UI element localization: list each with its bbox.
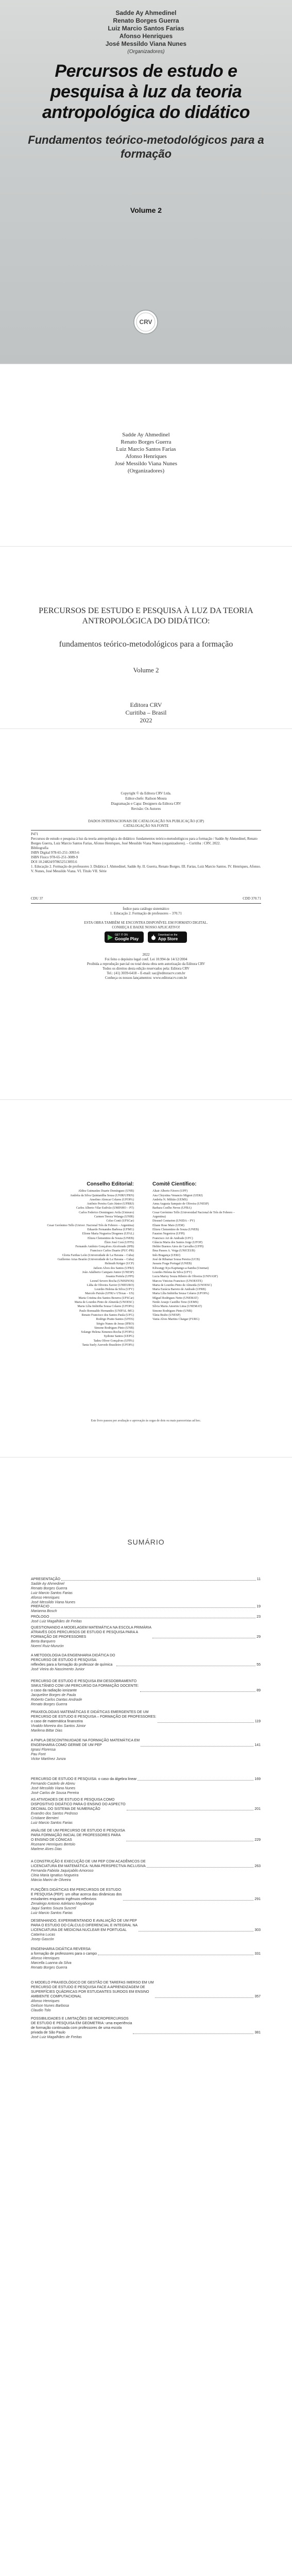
board-member: Cesar Gerónimo Tello (Univer .Nacional Três de Febrero – Argentina) — [47, 1224, 134, 1227]
copyright-line: Editor-chefe: Railson Moura — [125, 796, 167, 801]
board-member: Rodrigo Pratte-Santos (UFES) — [96, 1318, 134, 1321]
toc-page-number: 141 — [254, 1743, 261, 1747]
toc-page-number: 331 — [254, 1952, 261, 1956]
board-member: Gloria Fariñas León (Universidade de La Havana – Cuba) — [62, 1253, 134, 1257]
toc-entry-title-line — [31, 1604, 261, 1609]
toc-entry[interactable] — [31, 1738, 261, 1761]
board-member: Aldira Guimarães Duarte Domínguez (UNB) — [78, 1190, 134, 1193]
board-member: Ana Chrystina Venancio Mignot (UERJ) — [152, 1194, 203, 1197]
toc-entry[interactable] — [31, 1777, 261, 1795]
toc-leader-dots — [61, 1580, 256, 1581]
toc-entry-title-line — [31, 1679, 261, 1693]
toc-leader-dots — [155, 1997, 254, 1998]
toc-entry[interactable] — [31, 1919, 261, 1942]
toc-entry-title: PRÓLOGO — [31, 1615, 49, 1619]
peer-review-note: Este livro passou por avaliação e aprovação às cegas de dois ou mais pareceristas ad hoc. — [91, 1419, 201, 1422]
cdu-code: CDU 37 — [31, 896, 43, 901]
toc-page-number: 89 — [256, 1689, 261, 1692]
toc-entry-authors: Fernando Castelo de Abreu José Messildo Viana Nunes José Carlos de Sousa Pereira — [31, 1782, 79, 1795]
copyright-block — [0, 791, 292, 811]
organizers-page — [0, 364, 292, 547]
organizer-line: José Messildo Viana Nunes — [114, 461, 178, 467]
conselho-title: Conselho Editorial: — [87, 1181, 134, 1187]
toc-entry-title-line — [31, 1625, 261, 1639]
toc-entry-authors: José Luiz Magalhães de Freitas — [31, 2036, 82, 2039]
toc-entry[interactable] — [31, 1828, 261, 1852]
digital-line: ESTA OBRA TAMBÉM SE ENCONTRA DISPONÍVEL EM FORMATO DIGITAL. — [84, 921, 208, 925]
cover-authors — [0, 9, 292, 56]
board-member: Celso Conti (UFSCar) — [106, 1219, 134, 1223]
apple-icon — [151, 935, 156, 940]
toc-page-number: 381 — [254, 2031, 261, 2035]
toc-heading: SUMÁRIO — [127, 1538, 165, 1546]
badge-caption: Download on the — [158, 934, 178, 937]
board-member: Lourdes Helena da Silva (UFV) — [152, 1270, 192, 1274]
board-member: Solange Helena Ximenes-Rocha (UFOPA) — [81, 1331, 134, 1334]
toc-entry-title-line — [31, 1919, 261, 1933]
catalog-line: DOI 10.24824/978652513093.6 — [31, 860, 77, 864]
toc-entry-title-line — [31, 2016, 261, 2035]
toc-entry[interactable] — [31, 1798, 261, 1825]
toc-entry-authors: Sadde Ay Ahmedinel Renato Borges Guerra Luiz Marcio Santos Farias Afonso Henriques José Messildo Viana Nunes — [31, 1582, 76, 1604]
legal-line: Proibida a reprodução parcial ou total desta obra sem autorização da Editora CRV — [87, 962, 205, 966]
toc-leader-dots — [140, 1691, 256, 1692]
board-member: Tania Suely Azevedo Brasileiro (UFOPA) — [82, 1343, 134, 1347]
toc-page-number: 291 — [254, 1897, 261, 1901]
board-member: Lídia de Oliveira Xavier (UNIEURO) — [87, 1283, 134, 1287]
toc-entry-title-line — [31, 1828, 261, 1842]
catalog-line: P471 — [31, 832, 39, 836]
board-member: Renato Francisco dos Santos Paula (UFG) — [81, 1313, 134, 1317]
toc-entry-title: O MODELO PRAXEOLÓGICO DE GESTÃO DE TAREFAS IMERSO EM UM PERCURSO DE ESTUDO E PESQUISA FACE A APRENDIZAGEM DE SUPERFÍCIES QUÁDRICAS POR ESTUDANTES SURDOS EM ENSINO AMBIENTE COMPUTACIONAL — [31, 1981, 154, 1998]
editorial-board-page — [0, 1099, 292, 1458]
toc-leader-dots — [141, 1746, 253, 1747]
toc-entry-authors: Afonso Henriques Geilson Nunes Barbosa Claudio Tolo — [31, 1999, 69, 2012]
toc-entry-title: DESENHANDO, EXPERIMENTANDO E AVALIAÇÃO DE UM PEP PARA O ESTUDO DO CÁLCULO DIFERENCIAL E INTEGRAL NA LICENCIATURA DE MEDICINA NUCLEAR EM PORTUGAL — [31, 1919, 138, 1932]
board-member: Tânia Brabo (UNESP) — [152, 1313, 181, 1317]
toc-leader-dots — [133, 2033, 253, 2034]
title-page-subtitle: fundamentos teórico-metodológicos para a formação — [59, 640, 233, 649]
toc-entry-authors: Jacqueline Borges de Paula Roberto Carlos Dantas Andrade Renato Borges Guerra — [31, 1693, 82, 1706]
board-member: Maria Lília Imbiriba Sousa Colares (UFOPA) — [77, 1305, 134, 1309]
board-member: Anna Augusta Sampaio de Oliveira (UNESP) — [152, 1202, 209, 1206]
board-member: Kilwangy Kya Kapitango-a-Samba (Unemat) — [152, 1266, 209, 1270]
toc-entry[interactable] — [31, 1888, 261, 1916]
classification-codes — [31, 896, 261, 901]
toc-entry-authors: José Luiz Magalhães de Freitas — [31, 1620, 82, 1623]
board-member: Eduardo Fernandes Barbosa (UFMG) — [87, 1228, 134, 1231]
cover-org-label: (Organizadores) — [127, 49, 165, 55]
board-member: Míguel Rodrigues Netto (UNEMAT) — [152, 1296, 198, 1300]
board-member: Leonel Severo Rocha (UNISINOS) — [90, 1279, 134, 1283]
cip-line: DADOS INTERNACIONAIS DE CATALOGAÇÃO NA PUBLICAÇÃO (CIP) — [88, 819, 204, 823]
toc-entry-title-line — [31, 1653, 261, 1667]
legal-line: Conheça os nossos lançamentos: www.editoracrv.com.br — [105, 976, 187, 980]
toc-entry-authors: Fernanda Fabiola Jaquiçabilo Amoroso Cleia Maria Ignatius Nogueira Márcia Marini de Oliveira — [31, 1869, 94, 1882]
board-member: Maria de Lourdes Pinto de Almeida (UNOESC) — [152, 1283, 212, 1287]
toc-entry-authors: Zenaleigo Antonio Adeliano Mayaborga Jaqui Santos Souza Suscrel Luiz Marcio Santos Farias — [31, 1902, 94, 1915]
organizers-list — [0, 431, 292, 474]
toc-entry[interactable] — [31, 1653, 261, 1672]
toc-entry-authors: Rozeane Henriques Bertolo Marlene Alves Dias — [31, 1843, 75, 1851]
board-member: Francisco Carlos Duarte (PUC-PR) — [90, 1249, 134, 1253]
play-triangle-icon — [108, 935, 113, 940]
board-member: Carlos Alberto Vilar Estêvão (UMINHO – PT) — [76, 1207, 134, 1210]
cip-line: CATALOGAÇÃO NA FONTE — [123, 824, 169, 828]
table-of-contents — [0, 1457, 292, 2576]
toc-entry-title-line — [31, 1738, 261, 1748]
board-member: Altair Alberto Fávero (UPF) — [152, 1190, 188, 1193]
toc-entry[interactable] — [31, 1679, 261, 1707]
cover-volume: Volume 2 — [130, 206, 162, 214]
toc-entry-title: ENGENHARIA DIDÁTICA REVERSA: a formação de professores para o campo — [31, 1947, 97, 1956]
toc-entry[interactable] — [31, 1625, 261, 1649]
toc-entry-title-line — [31, 1577, 261, 1582]
index-line: 1. Educação 2. Formação de professores – 370.71 — [110, 911, 182, 916]
board-member: Marcos Vinicius Francisco (UNOESTE) — [152, 1279, 203, 1283]
toc-page-number: 169 — [254, 1777, 261, 1781]
toc-entry-title: ANÁLISE DE UM PERCURSO DE ESTUDO E PESQUISA PARA FORMAÇÃO INICIAL DE PROFESSORES PARA O ENSINO DE CÔNICAS — [31, 1829, 125, 1842]
organizer-line: (Organizadores) — [127, 468, 165, 474]
board-member: Barbara Coelho Neves (UFBA) — [152, 1207, 192, 1210]
board-member: Maria Cristina dos Santos Bezerra (UFSCar) — [78, 1296, 134, 1300]
app-store-badge[interactable] — [148, 931, 187, 943]
board-member: Anselmo Alencar Colares (UFOPA) — [89, 1198, 134, 1201]
toc-entry-title: QUESTIONANDO A MODELAGEM MATEMÁTICA NA ESCOLA PRIMÁRIA ATRAVÉS DOS PERCURSOS DE ESTUDO E PESQUISA PARA A FORMAÇÃO DE PROFESSORES — [31, 1626, 152, 1639]
toc-entry-title: FUNÇÕES DIDÁTICAS EM PERCURSOS DE ESTUDO E PESQUISA (PEP): um olhar acerca das dinâmicas dos estudantes enquanto ingênuos reflexivos — [31, 1888, 122, 1901]
conselho-list — [46, 1189, 134, 1347]
cip-heading — [31, 819, 261, 828]
toc-entry[interactable] — [31, 1577, 261, 1605]
publisher-line: 2022 — [140, 717, 152, 724]
catalog-index — [0, 907, 292, 916]
catalog-record — [31, 832, 261, 874]
toc-page-number: 119 — [254, 1720, 261, 1723]
board-member: Carlos Federico Dominguez Avila (Unieuro) — [79, 1211, 134, 1214]
cover-author: Afonso Henriques — [119, 32, 173, 40]
catalog-line: ISBN Físico 978-65-251-3089-9 — [31, 855, 78, 859]
organizer-line: Sadde Ay Ahmedinel — [122, 432, 170, 438]
badge-caption: GET IT ON — [115, 934, 128, 937]
board-member: Vania Alves Martins Chaigar (FURG) — [152, 1318, 199, 1321]
copyright-line: Revisão: Os Autores — [131, 807, 161, 811]
toc-entry-title: PREFÁCIO — [31, 1605, 49, 1608]
catalog-line: Percursos de estudo e pesquisa à luz da teoria antropológica do didático: fundamentos teórico-metodológicos para a formação / Sadde Ay Ahmedinel, Renato Borges Guerra, Luiz Marcio Santos Farias, Afonso Henriques, José Messildo Viana Nunes (organizadores). – Curitiba : CRV, 2022. — [31, 837, 257, 845]
legal-line: Todos os direitos desta edição reservados pela: Editora CRV — [102, 967, 190, 971]
board-member: Marcelo Paixão (UFRJ e UTexas – US) — [85, 1292, 134, 1296]
legal-line: Foi feito o depósito legal conf. Lei 10.994 de 14/12/2004 — [105, 957, 187, 961]
board-member: Jailson Alves dos Santos (UFRJ) — [93, 1266, 134, 1270]
index-line: Índice para catálogo sistemático — [123, 907, 169, 911]
toc-entry-authors: Ignasi Florensa Pau Font Victor Martínez Junza — [31, 1748, 66, 1761]
toc-leader-dots — [138, 1780, 253, 1781]
board-member: Helder Buenos Aires de Carvalho (UFPI) — [152, 1245, 204, 1249]
board-member: Sílvia Maria Amorim Lima (UNEMAT) — [152, 1305, 202, 1309]
catalog-line: 1. Educação 2. Formação de professores 3. Didática I. Ahmedinel, Sadde Ay. II. Guerra, Renato Borges. III. Farias, Luiz Marcio Santos. IV. Henriques, Afonso. V. Nunes, José Messildo Viana. VI. Título VII. Série — [31, 865, 261, 873]
logo-text: CRV — [139, 318, 152, 326]
board-member: Elizeu Clementino de Souza (UNEB) — [152, 1228, 199, 1231]
comite-list — [152, 1189, 245, 1321]
board-member: Andréia N. Militão (UEMS) — [152, 1198, 187, 1201]
board-member: Helmuth Krüger (UCP) — [105, 1262, 134, 1266]
toc-leader-dots — [147, 1867, 254, 1868]
badge-name: Google Play — [115, 937, 139, 941]
title-page-volume: Volume 2 — [133, 666, 159, 674]
toc-page-number: 23 — [256, 1615, 261, 1619]
board-member: Élsio José Corá (UFFS) — [104, 1241, 134, 1244]
toc-entry-authors: Berta Barquero Noemí Ruiz-Munzón — [31, 1640, 64, 1648]
badge-name: App Store — [158, 937, 178, 941]
toc-entry[interactable] — [31, 1615, 261, 1624]
toc-entry-title-line — [31, 1798, 261, 1811]
toc-entry[interactable] — [31, 1947, 261, 1970]
board-member: Diosnel Centurion (UNIDA – PY) — [152, 1219, 195, 1223]
toc-page-number: 303 — [254, 1928, 261, 1932]
toc-entry-title: AS ATIVIDADES DE ESTUDO E PESQUISA COMO DISPOSITIVO DIDÁTICO PARA O ENSINO DO ASPECTO DECIMAL DO SISTEMA DE NUMERAÇÃO — [31, 1798, 126, 1811]
board-member: Jussara Fraga Portugal (UNEB) — [152, 1262, 192, 1266]
comite-cientifico — [152, 1182, 245, 1322]
toc-entry-title: A FNPLA DESCONTINUIDADE NA FORMAÇÃO MATEMÁTICA EM ENGENHARIA COMO GERME DE UM PEP — [31, 1739, 140, 1747]
crv-logo-icon — [133, 309, 159, 335]
toc-page-number: 11 — [256, 1578, 261, 1581]
organizer-line: Renato Borges Guerra — [121, 439, 171, 445]
board-member: José de Ribamar Sousa Pereira (UCB) — [152, 1258, 200, 1262]
cover-subtitle: Fundamentos teórico-metodológicos para a formação — [28, 133, 264, 160]
legal-address — [0, 953, 292, 980]
toc-entry-title-line — [31, 1888, 261, 1902]
title-page — [0, 546, 292, 729]
title-page-title: PERCURSOS DE ESTUDO E PESQUISA À LUZ DA TEORIA ANTROPOLÓGICA DO DIDÁTICO: — [39, 606, 253, 625]
board-member: Paulo Romualdo Hernandes (UNIFAL-MG) — [79, 1309, 134, 1313]
organizer-line: Afonso Henriques — [125, 453, 167, 460]
toc-entry-title: POSSIBILIDADES E LIMITAÇÕES DE MICROPERCURSOS DE ESTUDO E PESQUISA EM GEOMETRIA: uma experiência de formação continuada com professores de uma escola privada de São Paulo — [31, 2017, 132, 2035]
toc-entry-title: APRESENTAÇÃO — [31, 1578, 61, 1581]
toc-entry-title: A METODOLOGIA DA ENGENHARIA DIDÁTICA DO PERCURSO DE ESTUDO E PESQUISA: reflexões para a formação do professor de química — [31, 1654, 115, 1667]
publisher-line: Editora CRV — [130, 701, 162, 708]
toc-page-number: 55 — [256, 1663, 261, 1667]
toc-entry-title: PERCURSO DE ESTUDO E PESQUISA EM DESDOBRAMENTO SIMULTÂNEO COM UM PERCURSO DA FORMAÇÃO DOCENTE: o caso da radiação ionizante — [31, 1680, 139, 1692]
board-member: Fernando Antônio Gonçalves Alcoforado (IPB) — [75, 1245, 134, 1249]
board-member: Elizeu Clementino de Souza (UNEB) — [88, 1236, 134, 1240]
board-member: Eliane Rose Maio (UEM) — [152, 1224, 184, 1227]
toc-entry-authors: Afonso Henriques Marcella Luanna da Silva Renato Borges Guerra — [31, 1957, 72, 1970]
board-member: Fauston Negreiros (UFPI) — [152, 1232, 185, 1236]
board-member: Maria Eurácia Barreto de Andrade (UFRB) — [152, 1288, 206, 1292]
board-member: Tadeu Oliver Gonçalves (UFPA) — [93, 1339, 134, 1343]
cover-author: Luiz Marcio Santos Farias — [108, 25, 184, 32]
comite-title: Comitê Científico: — [152, 1181, 197, 1187]
board-member: Andréia da Silva Quintanilha Sousa (UNIR/UFRN) — [70, 1194, 134, 1197]
toc-entry-authors: Vivaldo Moreira dos Santos Júnior Marilena Bittar Dias — [31, 1724, 86, 1733]
board-member: João Adalberto Campato Junior (UNESP) — [82, 1270, 134, 1274]
toc-entry[interactable] — [31, 1859, 261, 1883]
toc-entry-title: PERCURSO DE ESTUDO E PESQUISA: o caso da álgebra linear — [31, 1777, 137, 1781]
catalog-line: Bibliografia — [31, 846, 48, 850]
cover-author: José Messildo Viana Nunes — [105, 40, 187, 47]
publisher-info — [31, 701, 261, 724]
board-member: Simone Rodrigues Pinto (UNB) — [152, 1309, 192, 1313]
board-member: Guillermo Arias Beatón (Universidade de La Havana – Cuba) — [57, 1258, 134, 1262]
board-member: Josania Portela (UFPI) — [106, 1275, 134, 1279]
legal-line: Tel.: (41) 3039-6418 – E-mail: sac@editoracrv.com.br — [107, 971, 185, 975]
toc-page-number: 29 — [256, 1635, 261, 1639]
toc-page-number: 201 — [254, 1807, 261, 1811]
toc-page-number: 263 — [254, 1865, 261, 1868]
digital-notice — [0, 921, 292, 930]
legal-line: 2022 — [142, 953, 150, 957]
board-member: Inês Bragança (UERJ) — [152, 1253, 180, 1257]
toc-entry-title-line — [31, 1615, 261, 1619]
toc-entry-authors: Marianna Bosch — [31, 1609, 57, 1613]
board-member: Sérgio Nunes de Jesus (IFRO) — [96, 1322, 134, 1326]
toc-page-number: 357 — [254, 1995, 261, 1998]
board-member: Maria Lília Imbiriba Sousa Colares (UFOPA) — [152, 1292, 209, 1296]
board-member: Cesar Gerónimo Tello (Universidad Nacional de Três de Febrero – Argentina) — [152, 1211, 235, 1219]
toc-entry[interactable] — [31, 2016, 261, 2040]
toc-entry-title: PRAXEOLOGIAS MATEMÁTICAS E DIDÁTICAS EMERGENTES DE UM PERCURSO DE ESTUDO E PESQUISA – FORMAÇÃO DE PROFESSORES: o caso de matemática financeira — [31, 1710, 157, 1723]
toc-entry-title-line — [31, 1777, 261, 1782]
toc-entry-title-line — [31, 1859, 261, 1869]
toc-leader-dots — [158, 1722, 254, 1723]
copyright-page — [0, 728, 292, 1100]
toc-leader-dots — [123, 1900, 254, 1901]
catalog-line: ISBN Digital 978-65-251-3093-6 — [31, 851, 79, 855]
toc-page-number: 19 — [256, 1605, 261, 1608]
board-member: Antônio Pereira Gaio Júnior (UFRRJ) — [87, 1202, 134, 1206]
toc-entry-authors: Catarina Lucas Josep Gascón — [31, 1933, 56, 1941]
board-member: Lucia Marisy Souza Ribeiro de Oliveira (UNIVASF) — [152, 1275, 218, 1279]
toc-entry[interactable] — [31, 1980, 261, 2013]
toc-entry-title: A CONSTRUÇÃO E EXECUÇÃO DE UM PEP COM ACADÊMICOS DE LICENCIATURA EM MATEMÁTICA: NUMA PERSPECTIVA INCLUSIVA — [31, 1860, 146, 1868]
board-member: Elione Maria Nogueira Diogenes (UFAL) — [82, 1232, 134, 1236]
toc-leader-dots — [50, 1607, 255, 1608]
board-member: Maria de Lourdes Pinto de Almeida (UNOESC) — [74, 1301, 134, 1304]
copyright-line: Diagramação e Capa: Designers da Editora CRV — [111, 802, 181, 806]
cover-title: Percursos de estudo e pesquisa à luz da teoria antropológica do didático — [42, 61, 250, 122]
divider — [31, 903, 261, 904]
divider — [31, 830, 261, 831]
conselho-editorial — [46, 1182, 134, 1347]
copyright-line: Copyright © da Editora CRV Ltda. — [121, 791, 171, 795]
digital-line: CONHEÇA E BAIXE NOSSO APLICATIVO! — [112, 925, 180, 929]
publisher-line: Curitiba – Brasil — [125, 709, 167, 716]
toc-entry-title-line — [31, 1947, 261, 1956]
board-member: Simone Rodrigues Pinto (UNB) — [94, 1326, 134, 1330]
google-play-badge[interactable] — [105, 931, 144, 943]
toc-entry[interactable] — [31, 1604, 261, 1614]
board-member: Francisco Ari de Andrade (UFC) — [152, 1236, 193, 1240]
toc-entry[interactable] — [31, 1710, 261, 1733]
toc-entry-authors: Evandro dos Santos Pedroso Cristiane Bernieri Luiz Marcio Santos Farias — [31, 1812, 78, 1825]
board-member: Lourdes Helena da Silva (UFV) — [94, 1288, 134, 1292]
board-member: Carmen Tereza Velanga (UNIR) — [94, 1215, 134, 1219]
toc-entry-title-line — [31, 1980, 261, 1999]
board-member: Gláucia Maria dos Santos Jorge (UFOP) — [152, 1241, 203, 1244]
organizer-line: Luiz Marcio Santos Farias — [116, 446, 176, 452]
cover-author: Sadde Ay Ahmedinel — [115, 9, 177, 16]
book-cover — [0, 0, 292, 364]
board-member: Neide Araujo Castilho Teno (UEMS) — [152, 1301, 199, 1304]
board-member: Ilma Passos A. Veiga (UNICEUB) — [152, 1249, 195, 1253]
toc-entry-authors: José Vieira do Nascimento Junior — [31, 1668, 85, 1671]
board-member: Sydione Santos (UEPG) — [104, 1335, 134, 1338]
toc-page-number: 229 — [254, 1838, 261, 1842]
app-store-badges — [105, 931, 187, 943]
cover-author: Renato Borges Guerra — [113, 17, 179, 24]
cdd-code: CDD 370.71 — [243, 896, 261, 901]
toc-entry-title-line — [31, 1710, 261, 1724]
